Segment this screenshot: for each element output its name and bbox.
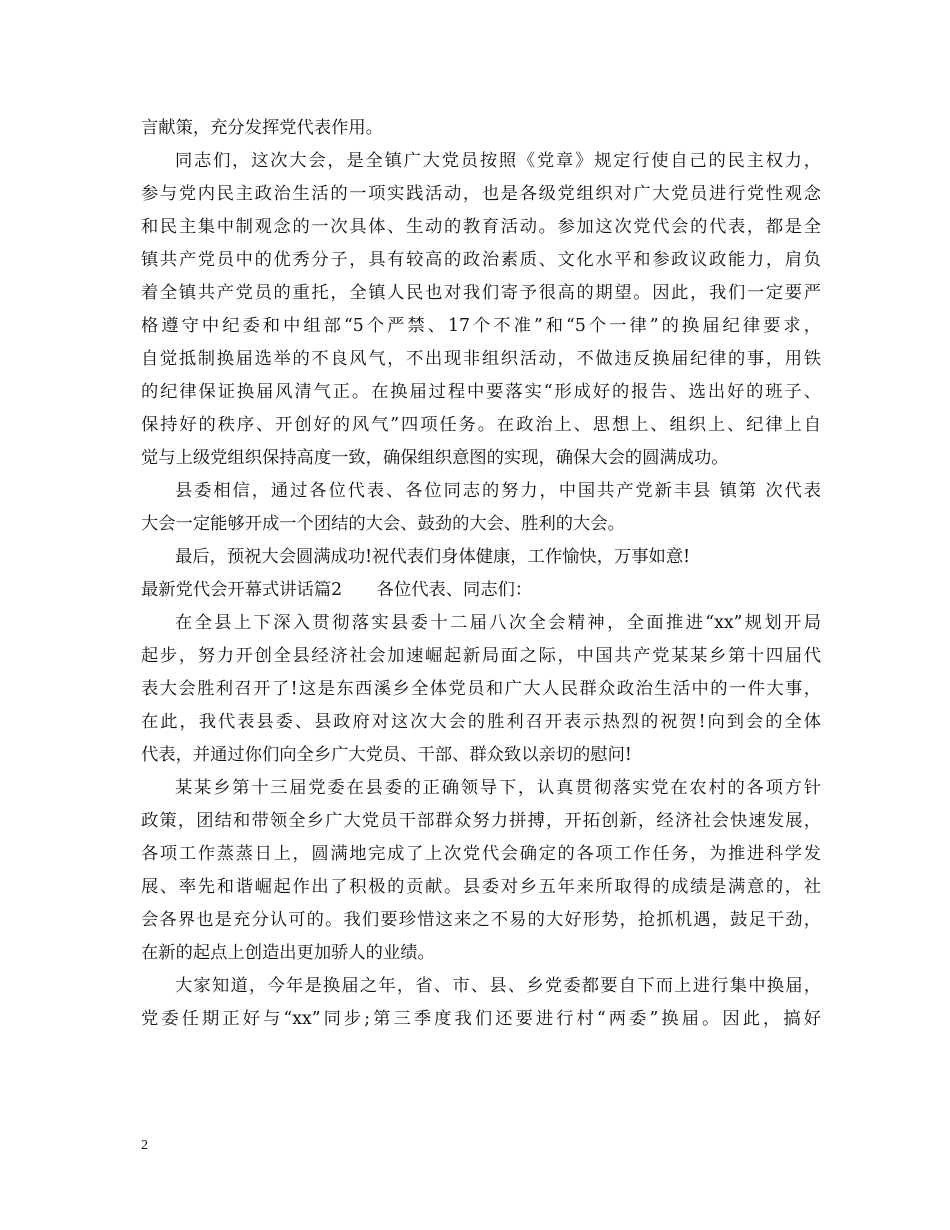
- text-line: 大家知道，今年是换届之年，省、市、县、乡党委都要自下而上进行集中换届，: [175, 976, 821, 996]
- text-line: 觉与上级党组织保持高度一致，确保组织意图的实现，确保大会的圆满成功。: [141, 448, 729, 468]
- text-line: 同志们，这次大会，是全镇广大党员按照《党章》规定行使自己的民主权力，: [175, 151, 821, 171]
- text-line: 大会一定能够开成一个团结的大会、鼓劲的大会、胜利的大会。: [141, 514, 625, 534]
- text-line: 参与党内民主政治生活的一项实践活动，也是各级党组织对广大党员进行党性观念: [141, 184, 821, 204]
- text-line: 各项工作蒸蒸日上，圆满地完成了上次党代会确定的各项工作任务，为推进科学发: [141, 844, 821, 864]
- text-line: 保持好的秩序、开创好的风气”四项任务。在政治上、思想上、组织上、纪律上自: [141, 415, 821, 435]
- text-line: 政策，团结和带领全乡广大党员干部群众努力拼搏，开拓创新，经济社会快速发展，: [141, 811, 821, 831]
- text-line: 展、率先和谐崛起作出了积极的贡献。县委对乡五年来所取得的成绩是满意的，社: [141, 877, 821, 897]
- text-line: 某某乡第十三届党委在县委的正确领导下，认真贯彻落实党在农村的各项方针: [175, 778, 821, 798]
- page-number: 2: [141, 1138, 148, 1153]
- text-line: 代表，并通过你们向全乡广大党员、干部、群众致以亲切的慰问!: [141, 745, 632, 765]
- text-line: 在全县上下深入贯彻落实县委十二届八次全会精神，全面推进“xx”规划开局: [175, 613, 821, 633]
- text-line: 会各界也是充分认可的。我们要珍惜这来之不易的大好形势，抢抓机遇，鼓足干劲，: [141, 910, 821, 930]
- text-line: 格遵守中纪委和中组部“5个严禁、17个不准”和“5个一律”的换届纪律要求，: [141, 316, 821, 336]
- text-line: 镇共产党员中的优秀分子，具有较高的政治素质、文化水平和参政议政能力，肩负: [141, 250, 821, 270]
- text-line: 自觉抵制换届选举的不良风气，不出现非组织活动，不做违反换届纪律的事，用铁: [141, 349, 821, 369]
- text-line: 党委任期正好与“xx”同步;第三季度我们还要进行村“两委”换届。因此，搞好: [141, 1009, 821, 1029]
- text-line: 着全镇共产党员的重托，全镇人民也对我们寄予很高的期望。因此，我们一定要严: [141, 283, 821, 303]
- document-body: [141, 112, 821, 1036]
- text-line: 表大会胜利召开了!这是东西溪乡全体党员和广大人民群众政治生活中的一件大事，: [141, 679, 821, 699]
- text-line: 和民主集中制观念的一次具体、生动的教育活动。参加这次党代会的代表，都是全: [141, 217, 821, 237]
- text-line: 最后，预祝大会圆满成功!祝代表们身体健康，工作愉快，万事如意!: [175, 547, 691, 567]
- text-line: 最新党代会开幕式讲话篇2 各位代表、同志们：: [141, 580, 533, 600]
- text-line: 在此，我代表县委、县政府对这次大会的胜利召开表示热烈的祝贺!向到会的全体: [141, 712, 821, 732]
- text-line: 言献策，充分发挥党代表作用。: [141, 118, 383, 138]
- text-line: 县委相信，通过各位代表、各位同志的努力，中国共产党新丰县 镇第 次代表: [175, 481, 821, 501]
- text-line: 起步，努力开创全县经济社会加速崛起新局面之际，中国共产党某某乡第十四届代: [141, 646, 821, 666]
- text-line: 在新的起点上创造出更加骄人的业绩。: [141, 943, 435, 963]
- text-line: 的纪律保证换届风清气正。在换届过程中要落实“形成好的报告、选出好的班子、: [141, 382, 821, 402]
